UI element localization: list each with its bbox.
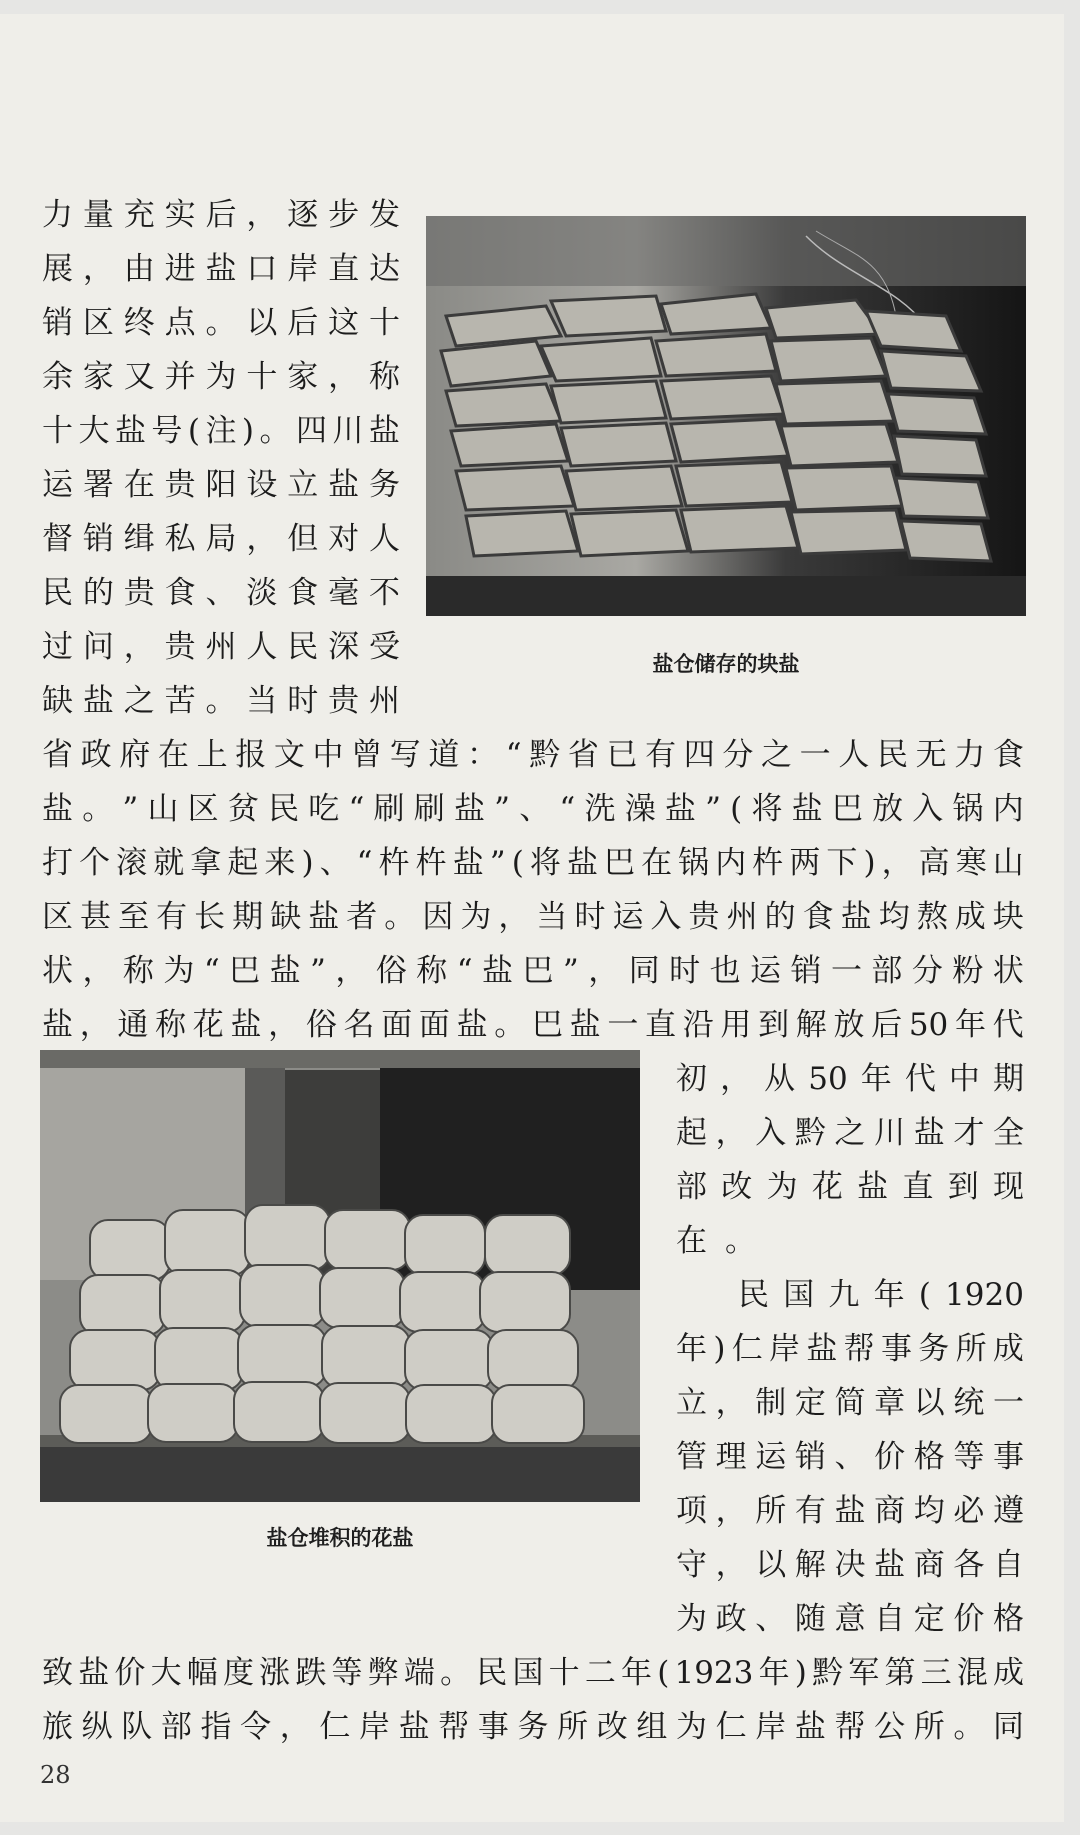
text-line: 立 ， 制 定 简 章 以 统 一: [676, 1385, 1024, 1421]
text-line: 部 改 为 花 盐 直 到 现: [676, 1169, 1024, 1205]
block-salt-photo: [426, 216, 1026, 616]
text-line: 盐 ， 通 称 花 盐 ， 俗 名 面 面 盐 。 巴 盐 一 直 沿 用 到 解 放 后 50 年 代: [42, 1007, 1024, 1043]
block-salt-illustration: [426, 216, 1026, 616]
text-line: 运 署 在 贵 阳 设 立 盐 务: [42, 467, 400, 503]
text-line: 旅 纵 队 部 指 令 ， 仁 岸 盐 帮 事 务 所 改 组 为 仁 岸 盐 帮 公 所 。 同: [42, 1709, 1024, 1745]
photo-caption: 盐仓堆积的花盐: [266, 1526, 414, 1550]
text-line: 为 政 、 随 意 自 定 价 格: [676, 1601, 1024, 1637]
text-line: 项 ， 所 有 盐 商 均 必 遵: [676, 1493, 1024, 1529]
text-line: 初 ， 从 50 年 代 中 期: [676, 1061, 1024, 1097]
text-line: 十 大 盐 号 ( 注 ) 。 四 川 盐: [42, 413, 400, 449]
text-line: 过 问 ， 贵 州 人 民 深 受: [42, 629, 400, 665]
text-line: 起 ， 入 黔 之 川 盐 才 全: [676, 1115, 1024, 1151]
flower-salt-photo: [40, 1050, 640, 1502]
text-line: 在 。: [676, 1223, 756, 1259]
text-line: 区 甚 至 有 长 期 缺 盐 者 。 因 为 ， 当 时 运 入 贵 州 的 食 盐 均 熬 成 块: [42, 899, 1024, 935]
text-line: 销 区 终 点 。 以 后 这 十: [42, 305, 400, 341]
page-number: 28: [40, 1761, 71, 1789]
text-line: 省 政 府 在 上 报 文 中 曾 写 道 ： “ 黔 省 已 有 四 分 之 一 人 民 无 力 食: [42, 737, 1024, 773]
text-line: 管 理 运 销 、 价 格 等 事: [676, 1439, 1024, 1475]
book-page: [0, 14, 1064, 1822]
text-line: 盐 。 ” 山 区 贫 民 吃 “ 刷 刷 盐 ” 、 “ 洗 澡 盐 ” ( 将 盐 巴 放 入 锅 内: [42, 791, 1024, 827]
flower-salt-illustration: [40, 1050, 640, 1502]
text-line: 打 个 滚 就 拿 起 来 ) 、 “ 杵 杵 盐 ” ( 将 盐 巴 在 锅 内 杵 两 下 ) ， 高 寒 山: [42, 845, 1024, 881]
text-line: 民 的 贵 食 、 淡 食 毫 不: [42, 575, 400, 611]
text-line: 缺 盐 之 苦 。 当 时 贵 州: [42, 683, 400, 719]
photo-caption: 盐仓储存的块盐: [652, 652, 800, 676]
text-line: 守 ， 以 解 决 盐 商 各 自: [676, 1547, 1024, 1583]
text-line: 状 ， 称 为 “ 巴 盐 ” ， 俗 称 “ 盐 巴 ” ， 同 时 也 运 销 一 部 分 粉 状: [42, 953, 1024, 989]
text-line: 年 ) 仁 岸 盐 帮 事 务 所 成: [676, 1331, 1024, 1367]
text-line: 督 销 缉 私 局 ， 但 对 人: [42, 521, 400, 557]
text-line: 展 ， 由 进 盐 口 岸 直 达: [42, 251, 400, 287]
text-line: 余 家 又 并 为 十 家 ， 称: [42, 359, 400, 395]
text-line: 力 量 充 实 后 ， 逐 步 发: [42, 197, 400, 233]
text-line: 致 盐 价 大 幅 度 涨 跌 等 弊 端 。 民 国 十 二 年 ( 1923 年 ) 黔 军 第 三 混 成: [42, 1655, 1024, 1691]
text-line: 民 国 九 年 ( 1920: [738, 1277, 1024, 1313]
